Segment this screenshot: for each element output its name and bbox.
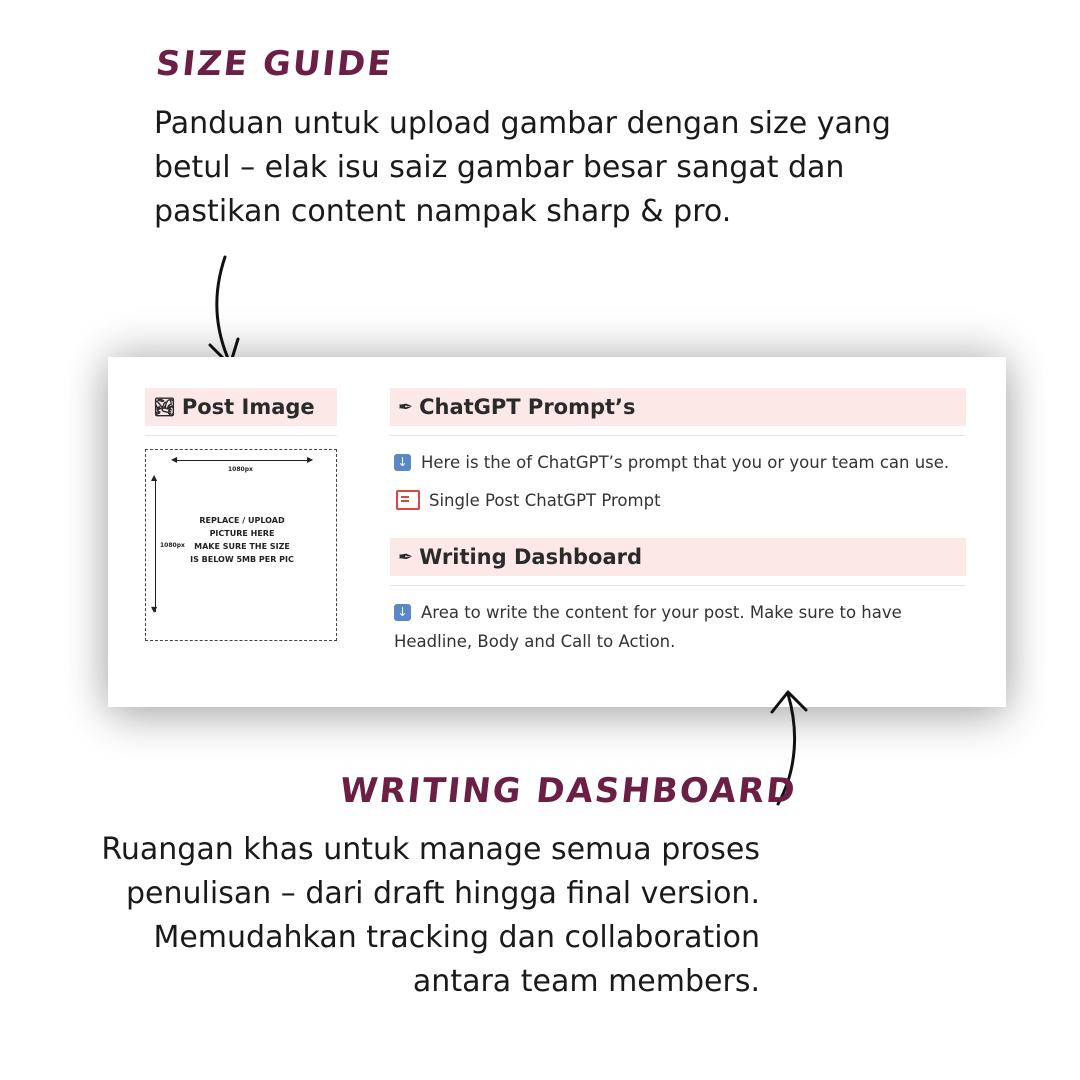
upload-line: PICTURE HERE [209,529,275,538]
picture-icon: 🏞 [153,396,176,418]
arrow-to-post-image-icon [200,255,250,370]
notion-template-panel [108,357,1006,707]
writing-dashboard-title: WRITING DASHBOARD [337,771,799,811]
chatgpt-prompts-header [390,388,966,426]
size-guide-title: SIZE GUIDE [153,44,395,84]
down-arrow-icon: ↓ [394,604,411,621]
post-image-header-label: Post Image [181,395,315,419]
upload-line: IS BELOW 5MB PER PIC [190,555,294,564]
height-dimension-line [155,480,156,612]
divider [145,435,337,436]
writing-dashboard-header-label: Writing Dashboard [419,545,643,569]
linked-page-icon [396,490,420,510]
writing-dashboard-header [390,538,966,576]
prompts-intro [394,453,949,472]
upload-line: REPLACE / UPLOAD [199,516,285,525]
chatgpt-prompts-header-label: ChatGPT Prompt’s [419,395,636,419]
arrow-down-icon: ▼ [151,605,158,614]
writing-intro-line2 [394,632,675,651]
upload-instructions [186,514,298,566]
upload-line: MAKE SURE THE SIZE [194,542,290,551]
arrow-left-icon: ◀ [171,455,178,464]
width-label: 1080px [228,466,253,473]
pen-icon: ✒ [398,396,414,418]
single-post-prompt-label: Single Post ChatGPT Prompt [429,490,661,510]
writing-dashboard-description: Ruangan khas untuk manage semua proses penulisan – dari draft hingga final version. Memudahkan tracking dan collaboration antara team members. [101,832,760,999]
arrow-right-icon: ▶ [307,455,314,464]
down-arrow-icon: ↓ [394,454,411,471]
image-upload-placeholder[interactable] [145,449,337,641]
post-image-header [145,388,337,426]
pen-icon: ✒ [398,546,414,568]
writing-intro-text: Area to write the content for your post. Make sure to have [421,603,902,622]
writing-intro-line1 [394,603,902,622]
single-post-prompt-link[interactable] [396,490,661,510]
width-dimension-line [176,460,310,461]
writing-intro-text: Headline, Body and Call to Action. [394,632,676,651]
divider [390,585,966,586]
size-guide-description: Panduan untuk upload gambar dengan size yang betul – elak isu saiz gambar besar sangat dan pastikan content nampak sharp & pro. [154,106,891,229]
arrow-up-icon: ▲ [151,473,158,482]
height-label: 1080px [160,542,185,549]
prompts-intro-text: Here is the of ChatGPT’s prompt that you or your team can use. [421,453,950,472]
divider [390,435,966,436]
